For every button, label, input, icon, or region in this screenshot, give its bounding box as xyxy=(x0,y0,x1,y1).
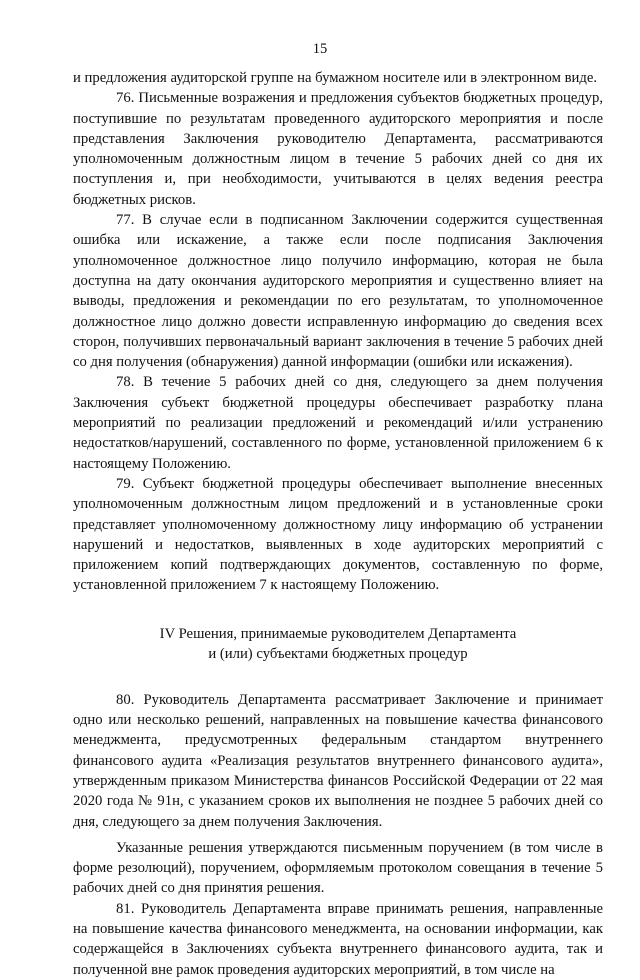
section-heading-line-1: IV Решения, принимаемые руководителем Департамента xyxy=(159,625,517,642)
document-body xyxy=(73,68,603,980)
paragraph-80: 80. Руководитель Департамента рассматривает Заключение и принимает одно или несколько решений, направленных на повышение качества финансового менеджмента, предусмотренных федеральным стандартом внутреннего финансового аудита «Реализация результатов внутреннего финансового аудита», утвержденным приказом Министерства финансов Российской Федерации от 22 мая 2020 года № 91н, с указанием сроков их выполнения не позднее 5 рабочих дней со дня, следующего за днем получения Заключения. xyxy=(73,691,603,830)
section-heading-line-2: и (или) субъектами бюджетных процедур xyxy=(208,645,468,662)
paragraph-81: 81. Руководитель Департамента вправе принимать решения, направленные на повышение качества финансового менеджмента, на основании информации, как содержащейся в Заключениях субъекта внутреннего финансового аудита, так и полученной вне рамок проведения аудиторских мероприятий, в том числе на xyxy=(73,900,603,978)
page-number: 15 xyxy=(312,41,328,57)
section-heading xyxy=(73,624,603,664)
paragraph-76: 76. Письменные возражения и предложения субъектов бюджетных процедур, поступившие по результатам проведенного аудиторского мероприятия и после представления Заключения руководителю Департамента, рассматриваются уполномоченным должностным лицом в течение 5 рабочих дней со дня их поступления и, при необходимости, учитываются в целях ведения реестра бюджетных рисков. xyxy=(73,90,603,208)
paragraph-80-decisions: Указанные решения утверждаются письменным поручением (в том числе в форме резолюций), поручением, оформляемым протоколом совещания в течение 5 рабочих дней со дня принятия решения. xyxy=(73,839,603,897)
paragraph-79: 79. Субъект бюджетной процедуры обеспечивает выполнение внесенных уполномоченным должностным лицом предложений и в установленные сроки представляет уполномоченному должностному лицу информацию об устранении нарушений и недостатков, выявленных в ходе аудиторских мероприятий с приложением копий подтверждающих документов, составленную по форме, установленной приложением 7 к настоящему Положению. xyxy=(73,475,603,594)
paragraph-78: 78. В течение 5 рабочих дней со дня, следующего за днем получения Заключения субъект бюджетной процедуры обеспечивает разработку плана мероприятий по реализации предложений и рекомендаций и/или устранению недостатков/нарушений, составленного по форме, установленной приложением 6 к настоящему Положению. xyxy=(73,374,603,472)
paragraph-continuation: и предложения аудиторской группе на бумажном носителе или в электронном виде. xyxy=(73,70,598,86)
paragraph-77: 77. В случае если в подписанном Заключении содержится существенная ошибка или искажение, а также если после подписания Заключения уполномоченное должностное лицо получило информацию, которая не была доступна на дату окончания аудиторского мероприятия и существенно влияет на выводы, предложения и рекомендации по его результатам, то уполномоченное должностное лицо должно довести исправленную информацию до сведения всех сторон, получивших первоначальный вариант заключения в течение 5 рабочих дней со дня получения (обнаружения) данной информации (ошибки или искажения). xyxy=(73,212,603,371)
